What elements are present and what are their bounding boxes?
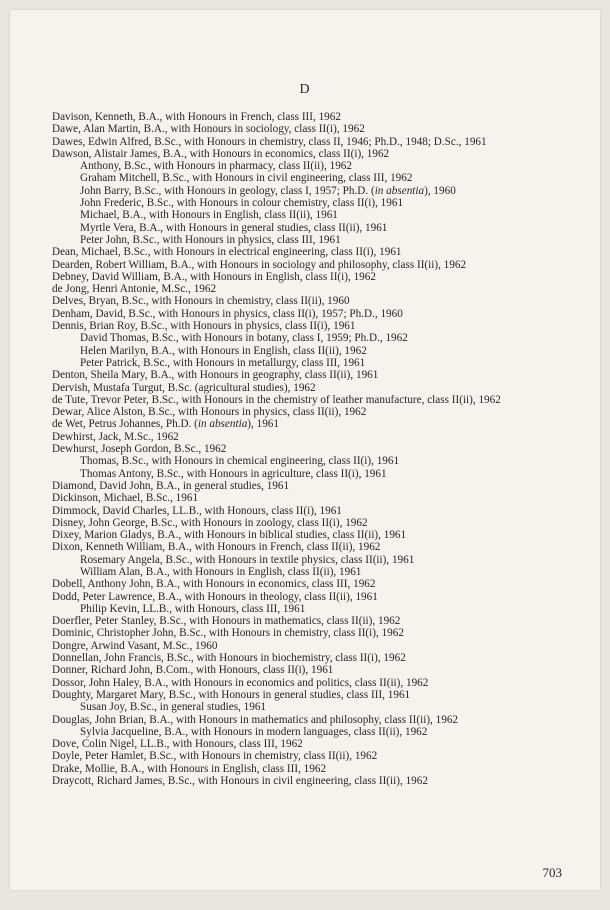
list-item: Donner, Richard John, B.Com., with Honours, class II(i), 1961 [52, 664, 334, 677]
list-item: Myrtle Vera, B.A., with Honours in general studies, class II(ii), 1961 [80, 221, 388, 234]
list-item: Dervish, Mustafa Turgut, B.Sc. (agricultural studies), 1962 [52, 381, 316, 394]
list-item: Thomas Antony, B.Sc., with Honours in agriculture, class II(i), 1961 [80, 467, 387, 480]
list-item: Sylvia Jacqueline, B.A., with Honours in modern languages, class II(ii), 1962 [80, 725, 428, 738]
page-number: 703 [542, 865, 562, 880]
list-item: Dixon, Kenneth William, B.A., with Honours in French, class II(ii), 1962 [52, 541, 381, 554]
list-item: Dennis, Brian Roy, B.Sc., with Honours in physics, class II(i), 1961 [52, 320, 356, 333]
list-item: Davison, Kenneth, B.A., with Honours in French, class III, 1962 [52, 111, 341, 123]
list-item: Dewhurst, Joseph Gordon, B.Sc., 1962 [52, 443, 227, 456]
list-item: Denton, Sheila Mary, B.A., with Honours in geography, class II(ii), 1961 [52, 369, 379, 382]
list-item: Dominic, Christopher John, B.Sc., with Honours in chemistry, class II(i), 1962 [52, 627, 404, 640]
list-item: Dewar, Alice Alston, B.Sc., with Honours in physics, class II(ii), 1962 [52, 406, 367, 419]
list-item: Rosemary Angela, B.Sc., with Honours in textile physics, class II(ii), 1961 [80, 553, 415, 566]
list-item: de Tute, Trevor Peter, B.Sc., with Honours in the chemistry of leather manufacture, class II(ii), 1962 [52, 393, 501, 406]
list-item: Delves, Bryan, B.Sc., with Honours in chemistry, class II(ii), 1960 [52, 295, 350, 308]
list-item: Dimmock, David Charles, LL.B., with Honours, class II(i), 1961 [52, 504, 342, 517]
list-item: William Alan, B.A., with Honours in English, class II(ii), 1961 [80, 565, 362, 578]
list-item: Donnellan, John Francis, B.Sc., with Honours in biochemistry, class II(i), 1962 [52, 652, 406, 665]
list-item: Thomas, B.Sc., with Honours in chemical engineering, class II(i), 1961 [80, 455, 400, 468]
list-item: Dickinson, Michael, B.Sc., 1961 [52, 492, 199, 505]
list-item: Dodd, Peter Lawrence, B.A., with Honours in theology, class II(ii), 1961 [52, 590, 378, 603]
list-item: Anthony, B.Sc., with Honours in pharmacy, class II(ii), 1962 [80, 160, 352, 173]
list-item: Susan Joy, B.Sc., in general studies, 1961 [80, 701, 267, 714]
list-item: Dewhirst, Jack, M.Sc., 1962 [52, 430, 179, 443]
list-item: Denham, David, B.Sc., with Honours in physics, class II(i), 1957; Ph.D., 1960 [52, 307, 403, 320]
list-item: Michael, B.A., with Honours in English, class II(ii), 1961 [80, 209, 338, 222]
list-item: Peter Patrick, B.Sc., with Honours in metallurgy, class III, 1961 [80, 356, 366, 369]
list-item: Peter John, B.Sc., with Honours in physics, class III, 1961 [80, 233, 341, 246]
list-item: Douglas, John Brian, B.A., with Honours in mathematics and philosophy, class II(ii), 1962 [52, 713, 459, 726]
list-item: Dawson, Alistair James, B.A., with Honours in economics, class II(i), 1962 [52, 147, 390, 160]
list-item: Dobell, Anthony John, B.A., with Honours in economics, class III, 1962 [52, 578, 376, 591]
section-letter: D [299, 82, 311, 97]
list-item: Dawe, Alan Martin, B.A., with Honours in sociology, class II(i), 1962 [52, 123, 365, 136]
list-item: Dean, Michael, B.Sc., with Honours in electrical engineering, class II(i), 1961 [52, 246, 402, 259]
list-item: Doyle, Peter Hamlet, B.Sc., with Honours in chemistry, class II(ii), 1962 [52, 750, 378, 763]
list-item: Drake, Mollie, B.A., with Honours in English, class III, 1962 [52, 762, 327, 775]
list-item: de Wet, Petrus Johannes, Ph.D. (in absentia), 1961 [52, 418, 279, 431]
list-item: Dongre, Arwind Vasant, M.Sc., 1960 [52, 639, 218, 652]
list-item: David Thomas, B.Sc., with Honours in botany, class I, 1959; Ph.D., 1962 [80, 332, 408, 345]
list-item: Doughty, Margaret Mary, B.Sc., with Honours in general studies, class III, 1961 [52, 688, 411, 701]
list-item: Helen Marilyn, B.A., with Honours in English, class II(ii), 1962 [80, 344, 367, 357]
list-item: John Barry, B.Sc., with Honours in geology, class I, 1957; Ph.D. (in absentia), 1960 [80, 184, 456, 197]
list-item: Diamond, David John, B.A., in general studies, 1961 [52, 479, 290, 492]
list-item: Dearden, Robert William, B.A., with Honours in sociology and philosophy, class II(ii), 1962 [52, 258, 467, 271]
list-item: Dixey, Marion Gladys, B.A., with Honours in biblical studies, class II(ii), 1961 [52, 529, 407, 542]
graduate-list [52, 111, 544, 787]
list-item: John Frederic, B.Sc., with Honours in colour chemistry, class II(i), 1961 [80, 197, 404, 210]
list-item: Doerfler, Peter Stanley, B.Sc., with Honours in mathematics, class II(ii), 1962 [52, 615, 401, 628]
list-item: Dossor, John Haley, B.A., with Honours in economics and politics, class II(ii), 1962 [52, 676, 429, 689]
list-item: de Jong, Henri Antonie, M.Sc., 1962 [52, 283, 217, 296]
book-page [10, 10, 600, 890]
list-item: Disney, John George, B.Sc., with Honours in zoology, class II(i), 1962 [52, 516, 368, 529]
list-item: Debney, David William, B.A., with Honours in English, class II(i), 1962 [52, 270, 376, 283]
list-item: Dove, Colin Nigel, LL.B., with Honours, class III, 1962 [52, 738, 303, 751]
list-item: Dawes, Edwin Alfred, B.Sc., with Honours in chemistry, class II, 1946; Ph.D., 1948; D.Sc., 1961 [52, 135, 487, 148]
list-item: Graham Mitchell, B.Sc., with Honours in civil engineering, class III, 1962 [80, 172, 413, 185]
list-item: Draycott, Richard James, B.Sc., with Honours in civil engineering, class II(ii), 1962 [52, 775, 428, 788]
list-item: Philip Kevin, LL.B., with Honours, class III, 1961 [80, 602, 306, 615]
